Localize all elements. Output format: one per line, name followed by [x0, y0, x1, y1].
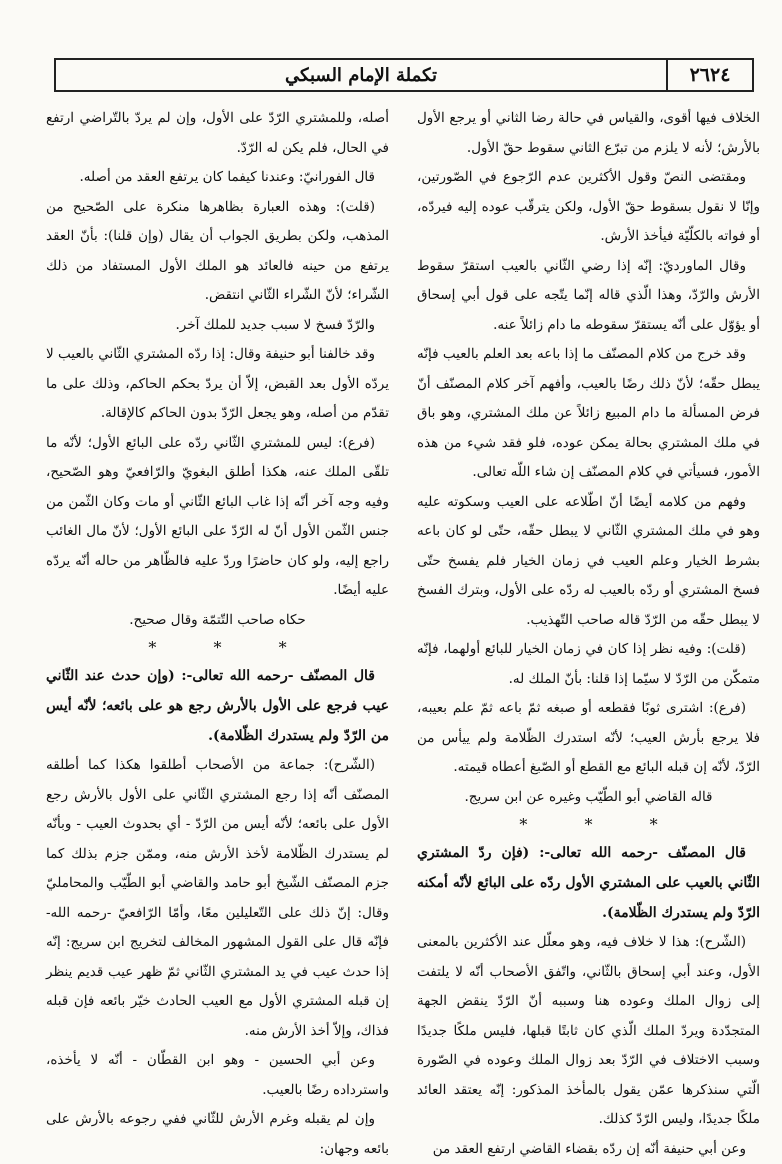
- paragraph: أصله، وللمشتري الرّدّ على الأول، وإن لم يردّ بالتّراضي ارتفع في الحال، فلم يكن له الرّدّ.: [46, 104, 389, 163]
- paragraph: (فرع): ليس للمشتري الثّاني ردّه على البائع الأول؛ لأنّه ما تلقّى الملك عنه، هكذا أطلق البغويّ والرّافعيّ وهو الصّحيح، وفيه وجه آخر أنّه إذا غاب البائع الثّاني أو مات وكان الثّمن من جنس الثّمن الأول أنّ له الرّدّ على البائع الأول؛ لأنّ مال الغائب راجع إليه، ولو كان حاضرًا وردّ عليه فالظّاهر من حاله أنّه يردّه عليه أيضًا.: [46, 429, 389, 606]
- paragraph: وفهم من كلامه أيضًا أنّ اطّلاعه على العيب وسكوته عليه وهو في ملك المشتري الثّاني لا يبطل حقّه، حتّى لو كان باعه بشرط الخيار وعلم العيب في زمان الخيار فلم يفسخ حتّى فسخ المشتري أو ردّه بالعيب له ردّه على الأول، وبترك الفسخ لا يبطل حقّه من الرّدّ قاله صاحب التّهذيب.: [417, 488, 760, 636]
- right-column: [417, 104, 760, 1084]
- paragraph: والرّدّ فسخ لا سبب جديد للملك آخر.: [46, 311, 389, 341]
- paragraph: وعن أبي حنيفة أنّه إن ردّه بقضاء القاضي ارتفع العقد من: [417, 1135, 760, 1164]
- paragraph: وعن أبي الحسين - وهو ابن القطّان - أنّه لا يأخذه، واسترداده رضًا بالعيب.: [46, 1046, 389, 1105]
- paragraph: قال الفورانيّ: وعندنا كيفما كان يرتفع العقد من أصله.: [46, 163, 389, 193]
- paragraph: (الشّرح): هذا لا خلاف فيه، وهو معلّل عند الأكثرين بالمعنى الأول، وعند أبي إسحاق بالثّاني، واتّفق الأصحاب أنّه لا يلتفت إلى زوال الملك وعوده هنا وسببه أنّ الرّدّ ينقض الجهة المتجدّدة ويردّ الملك الّذي كان ثابتًا قبلها، فليس ملكًا جديدًا وسبب الاختلاف في الرّدّ بعد زوال الملك وعوده في الصّورة الّتي سنذكرها عمّن يقول بالمأخذ المذكور: إنّه يعتقد العائد ملكًا جديدًا، وليس الرّدّ كذلك.: [417, 928, 760, 1135]
- running-title: تكملة الإمام السبكي: [56, 65, 666, 86]
- page-number: ٢٦٢٤: [666, 60, 752, 90]
- paragraph: (قلت): وهذه العبارة بظاهرها منكرة على الصّحيح من المذهب، ولكن بطريق الجواب أن يقال (وإن قلنا): بأنّ العقد يرتفع من حينه فالعائد هو الملك الأول المستفاد من ذلك الشّراء؛ لأنّ الشّراء الثّاني انتقض.: [46, 193, 389, 311]
- paragraph: الخلاف فيها أقوى، والقياس في حالة رضا الثاني أو يرجع الأول بالأرش؛ لأنه لا يلزم من تبرّع الثاني سقوط حقّ الأول.: [417, 104, 760, 163]
- section-separator: * * *: [46, 635, 389, 661]
- paragraph: وإن لم يقبله وغرم الأرش للثّاني ففي رجوعه بالأرش على بائعه وجهان:: [46, 1105, 389, 1164]
- paragraph-matn: قال المصنّف -رحمه الله تعالى-: (وإن حدث عند الثّاني عيب فرجع على الأول بالأرش رجع هو على بائعه؛ لأنّه أيس من الرّدّ ولم يستدرك الظّلامة).: [46, 661, 389, 751]
- paragraph: ومقتضى النصّ وقول الأكثرين عدم الرّجوع في الصّورتين، وإنّا لا نقول بسقوط حقّ الأول، ولكن يترقّب عوده إليه فيردّه، أو فواته بالكلّيّة فيأخذ الأرش.: [417, 163, 760, 252]
- paragraph: (الشّرح): جماعة من الأصحاب أطلقوا هكذا كما أطلقه المصنّف أنّه إذا رجع المشتري الثّاني على الأول بالأرش رجع الأول على بائعه؛ لأنّه أيس من الرّدّ - أي بحدوث العيب - وبأنّه لم يستدرك الظّلامة لأخذ الأرش منه، وممّن جزم بذلك كما جزم المصنّف الشّيخ أبو حامد والقاضي أبو الطّيّب والمحامليّ وقال: إنّ ذلك على التّعليلين معًا، وأمّا الرّافعيّ -رحمه الله- فإنّه قال على القول المشهور المخالف لتخريج ابن سريج: إنّه إذا حدث عيب في يد المشتري الثّاني ثمّ ظهر عيب قديم ينظر إن قبله المشتري الأول مع العيب الحادث خيّر بائعه فإن قبله فذاك، وإلاّ أخذ الأرش منه.: [46, 751, 389, 1046]
- paragraph: (فرع): اشترى ثوبًا فقطعه أو صبغه ثمّ باعه ثمّ علم بعيبه، فلا يرجع بأرش العيب؛ لأنّه استدرك الظّلامة ولم ييأس من الرّدّ، لأنّه إن قبله البائع مع القطع أو الصّبغ أعطاه قيمته.: [417, 694, 760, 783]
- paragraph: وقد خالفنا أبو حنيفة وقال: إذا ردّه المشتري الثّاني بالعيب لا يردّه الأول بعد القبض، إلاّ أن يردّ بحكم الحاكم، وذلك على ما تقدّم من أصله، وهو يجعل الرّدّ بدون الحاكم كالإقالة.: [46, 340, 389, 429]
- page-header: [54, 58, 754, 92]
- paragraph: (قلت): وفيه نظر إذا كان في زمان الخيار للبائع أولهما، فإنّه متمكّن من الرّدّ لا سيّما إذا قلنا: بأنّ الملك له.: [417, 635, 760, 694]
- text-columns: [46, 104, 760, 1084]
- paragraph: حكاه صاحب التّتمّة وقال صحيح.: [46, 606, 389, 636]
- paragraph: قاله القاضي أبو الطّيّب وغيره عن ابن سريج.: [417, 783, 760, 813]
- paragraph-matn: قال المصنّف -رحمه الله تعالى-: (فإن ردّ المشتري الثّاني بالعيب على المشتري الأول ردّه على البائع لأنّه أمكنه الرّدّ ولم يستدرك الظّلامة).: [417, 838, 760, 928]
- left-column: [46, 104, 389, 1084]
- paragraph: وقال الماورديّ: إنّه إذا رضي الثّاني بالعيب استقرّ سقوط الأرش والرّدّ، وهذا الّذي قاله إنّما يتّجه على قول أبي إسحاق أو يؤوّل على أنّه يستقرّ سقوطه ما دام زائلاً عنه.: [417, 252, 760, 341]
- paragraph: وقد خرج من كلام المصنّف ما إذا باعه بعد العلم بالعيب فإنّه يبطل حقّه؛ لأنّ ذلك رضًا بالعيب، وأفهم آخر كلام المصنّف أنّ فرض المسألة ما دام المبيع زائلاً عن ملك المشتري، وهو باق في ملك المشتري بحالة يمكن عوده، فلو فقد شيء من هذه الأمور، فسيأتي في كلام المصنّف إن شاء اللّه تعالى.: [417, 340, 760, 488]
- section-separator: * * *: [417, 812, 760, 838]
